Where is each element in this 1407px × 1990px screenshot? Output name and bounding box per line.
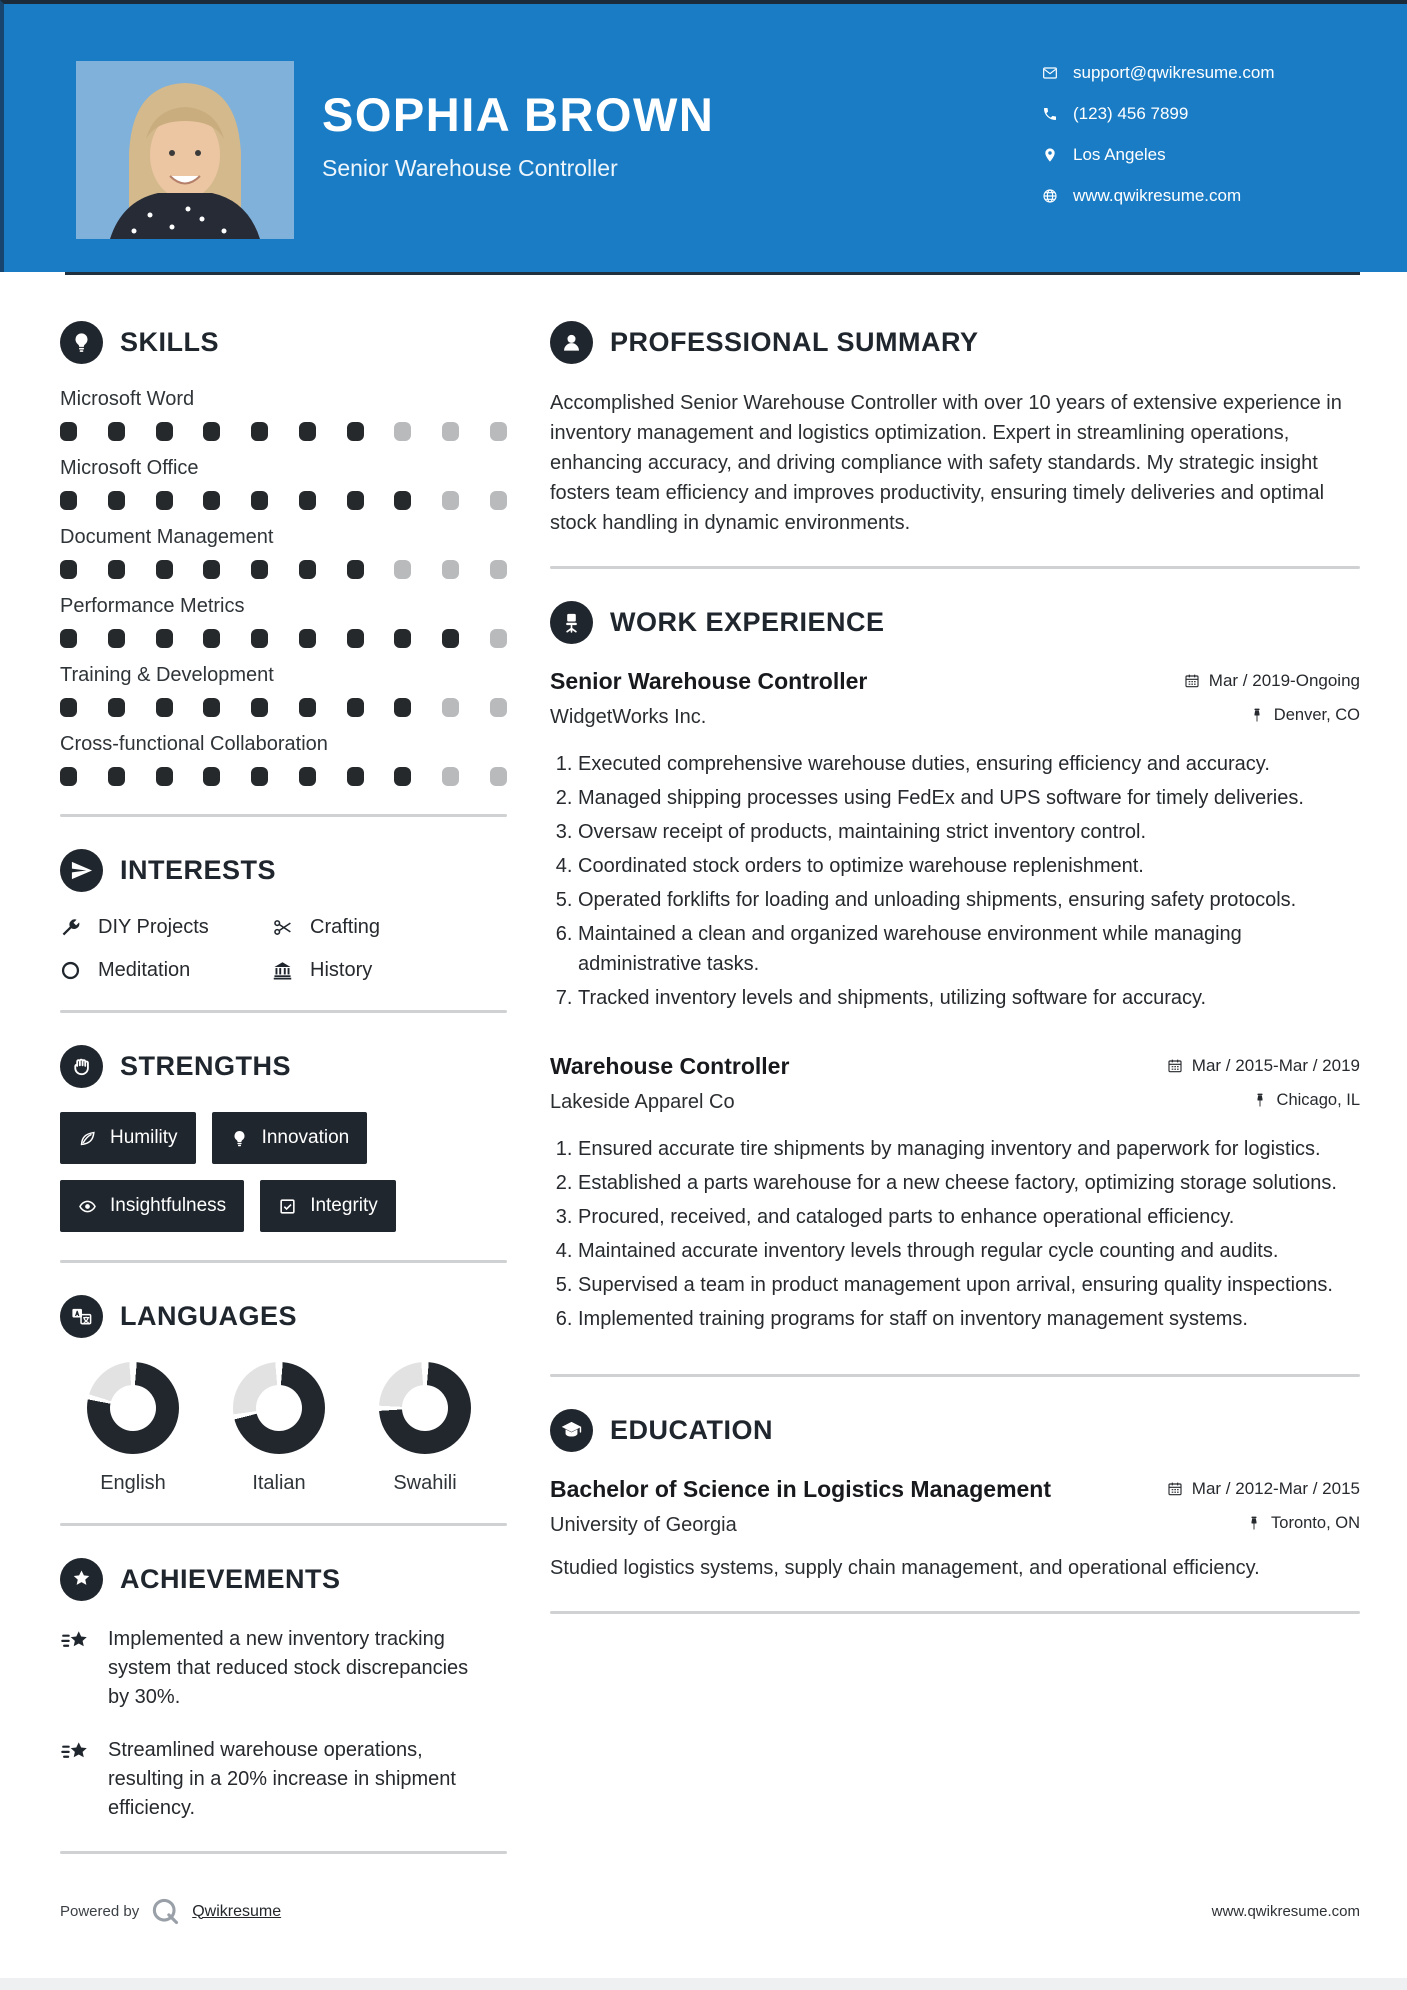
job-title: Warehouse Controller bbox=[550, 1053, 790, 1079]
interest-label: History bbox=[310, 959, 373, 981]
strength-label: Innovation bbox=[261, 1127, 350, 1148]
language-item bbox=[206, 1362, 352, 1495]
interests-list bbox=[60, 916, 507, 982]
brand-link[interactable]: Qwikresume bbox=[192, 1902, 282, 1920]
rating-dot-filled bbox=[251, 629, 268, 648]
skill-label: Microsoft Office bbox=[60, 457, 199, 479]
skill-item bbox=[60, 388, 507, 441]
job-date-text: Mar / 2019-Ongoing bbox=[1208, 671, 1360, 690]
rating-dot-empty bbox=[442, 560, 459, 579]
fist-icon bbox=[60, 1045, 103, 1088]
interest-label: DIY Projects bbox=[98, 916, 209, 938]
language-donut bbox=[379, 1362, 471, 1454]
interest-item bbox=[272, 916, 507, 939]
rating-dot-filled bbox=[156, 560, 173, 579]
rating-dot-filled bbox=[108, 767, 125, 786]
language-label: Italian bbox=[252, 1472, 306, 1494]
education-section bbox=[550, 1409, 1360, 1583]
summary-heading: PROFESSIONAL SUMMARY bbox=[610, 327, 979, 357]
skills-heading: SKILLS bbox=[120, 327, 220, 357]
skills-list bbox=[60, 388, 507, 786]
education-location-text: Toronto, ON bbox=[1271, 1513, 1360, 1532]
pushpin-icon bbox=[1249, 707, 1265, 723]
section-divider bbox=[550, 1611, 1360, 1614]
lightbulb-icon bbox=[60, 321, 103, 364]
education-heading: EDUCATION bbox=[610, 1415, 773, 1445]
skill-item bbox=[60, 457, 507, 510]
job-title-row bbox=[550, 668, 1360, 695]
left-column bbox=[60, 321, 507, 1886]
rating-dot-filled bbox=[203, 698, 220, 717]
job-bullet: 7. Tracked inventory levels and shipments, utilizing software for accuracy. bbox=[578, 983, 1360, 1013]
rating-dot-filled bbox=[299, 767, 316, 786]
interest-item bbox=[60, 916, 272, 939]
strength-badge bbox=[60, 1180, 244, 1232]
rating-dot-filled bbox=[156, 767, 173, 786]
education-date bbox=[1167, 1479, 1360, 1499]
language-item bbox=[352, 1362, 498, 1495]
interest-label: Crafting bbox=[310, 916, 381, 938]
strength-label: Insightfulness bbox=[110, 1195, 227, 1216]
rating-dot-filled bbox=[60, 767, 77, 786]
degree-title: Bachelor of Science in Logistics Management bbox=[550, 1476, 1052, 1502]
job-bullet: 1. Executed comprehensive warehouse duties, ensuring efficiency and accuracy. bbox=[578, 749, 1360, 779]
rating-dot-empty bbox=[442, 698, 459, 717]
rating-dot-filled bbox=[251, 422, 268, 441]
strength-badge bbox=[60, 1112, 196, 1164]
education-title-row bbox=[550, 1476, 1360, 1503]
rating-dot-filled bbox=[347, 698, 364, 717]
rating-dot-filled bbox=[251, 767, 268, 786]
rating-dot-filled bbox=[203, 491, 220, 510]
rating-dot-empty bbox=[490, 629, 507, 648]
job-location-text: Chicago, IL bbox=[1276, 1090, 1360, 1109]
rating-dot-filled bbox=[347, 767, 364, 786]
globe-icon bbox=[1042, 188, 1058, 204]
lightbulb-icon bbox=[230, 1129, 249, 1148]
section-divider bbox=[60, 1851, 507, 1854]
skill-item bbox=[60, 595, 507, 648]
shooting-star-icon bbox=[60, 1737, 91, 1768]
rating-dot-filled bbox=[156, 698, 173, 717]
profile-photo bbox=[76, 61, 294, 239]
language-donut bbox=[87, 1362, 179, 1454]
skill-rating bbox=[60, 491, 507, 510]
job-bullet: 4. Maintained accurate inventory levels through regular cycle counting and audits. bbox=[578, 1236, 1360, 1266]
languages-heading: LANGUAGES bbox=[120, 1301, 298, 1331]
skill-label: Performance Metrics bbox=[60, 595, 245, 617]
rating-dot-filled bbox=[299, 422, 316, 441]
rating-dot-filled bbox=[203, 560, 220, 579]
job-bullet: 6. Implemented training programs for staff on inventory management systems. bbox=[578, 1304, 1360, 1334]
circle-icon bbox=[60, 960, 81, 981]
skill-label: Cross-functional Collaboration bbox=[60, 733, 328, 755]
rating-dot-filled bbox=[394, 629, 411, 648]
scissors-icon bbox=[272, 917, 293, 938]
eye-icon bbox=[78, 1197, 97, 1216]
achievement-text: Implemented a new inventory tracking system that reduced stock discrepancies by 30%. bbox=[108, 1628, 469, 1708]
pushpin-icon bbox=[1246, 1515, 1262, 1531]
contact-item bbox=[1042, 63, 1360, 83]
job-bullet: 2. Established a parts warehouse for a new cheese factory, optimizing storage solutions. bbox=[578, 1168, 1360, 1198]
rating-dot-filled bbox=[203, 767, 220, 786]
achievement-item bbox=[60, 1625, 507, 1712]
skills-section bbox=[60, 321, 507, 786]
rating-dot-filled bbox=[108, 629, 125, 648]
skill-rating bbox=[60, 422, 507, 441]
interest-item bbox=[272, 959, 507, 982]
rating-dot-filled bbox=[203, 422, 220, 441]
rating-dot-empty bbox=[442, 422, 459, 441]
rating-dot-empty bbox=[490, 422, 507, 441]
job-entry bbox=[550, 1053, 1360, 1334]
contact-list bbox=[1042, 61, 1360, 206]
skill-label: Training & Development bbox=[60, 664, 274, 686]
language-label: English bbox=[100, 1472, 166, 1494]
language-item bbox=[60, 1362, 206, 1495]
rating-dot-filled bbox=[108, 422, 125, 441]
leaf-icon bbox=[78, 1129, 97, 1148]
rating-dot-filled bbox=[108, 560, 125, 579]
job-bullet: 4. Coordinated stock orders to optimize warehouse replenishment. bbox=[578, 851, 1360, 881]
right-column bbox=[550, 321, 1360, 1886]
rating-dot-filled bbox=[299, 491, 316, 510]
interests-section bbox=[60, 849, 507, 982]
job-bullet: 6. Maintained a clean and organized warehouse environment while managing administrative tasks. bbox=[578, 919, 1360, 979]
job-bullet-list bbox=[550, 749, 1360, 1013]
rating-dot-filled bbox=[299, 560, 316, 579]
job-title-row bbox=[550, 1053, 1360, 1080]
rating-dot-filled bbox=[394, 491, 411, 510]
skill-label: Microsoft Word bbox=[60, 388, 195, 410]
strengths-list bbox=[60, 1112, 507, 1232]
job-date bbox=[1184, 671, 1360, 691]
job-bullet: 1. Ensured accurate tire shipments by managing inventory and paperwork for logistics. bbox=[578, 1134, 1360, 1164]
skill-rating bbox=[60, 698, 507, 717]
rating-dot-filled bbox=[251, 491, 268, 510]
rating-dot-filled bbox=[347, 422, 364, 441]
rating-dot-filled bbox=[347, 629, 364, 648]
section-divider bbox=[550, 1374, 1360, 1377]
job-sub-row bbox=[550, 695, 1360, 729]
strength-badge bbox=[260, 1180, 396, 1232]
interests-header bbox=[60, 849, 507, 892]
shooting-star-icon bbox=[60, 1626, 91, 1657]
summary-section bbox=[550, 321, 1360, 538]
phone-icon bbox=[1042, 106, 1058, 122]
job-title: Senior Warehouse Controller bbox=[550, 668, 868, 694]
footer-website: www.qwikresume.com bbox=[1211, 1903, 1360, 1920]
contact-text: www.qwikresume.com bbox=[1073, 186, 1242, 205]
strengths-header bbox=[60, 1045, 507, 1088]
education-location bbox=[1246, 1514, 1360, 1533]
section-divider bbox=[550, 566, 1360, 569]
achievements-header bbox=[60, 1558, 507, 1601]
summary-text: Accomplished Senior Warehouse Controller with over 10 years of extensive experience in inventory management and logistics optimization. Expert in streamlining operations, enhancing accuracy, and driving compliance with safety standards. My strategic insight fosters team efficiency and improves productivity, ensuring timely deliveries and optimal stock handling in dynamic environments. bbox=[550, 392, 1342, 534]
rating-dot-filled bbox=[347, 560, 364, 579]
checkbox-icon bbox=[278, 1197, 297, 1216]
identity-block bbox=[322, 61, 714, 182]
rating-dot-empty bbox=[394, 422, 411, 441]
rating-dot-filled bbox=[60, 560, 77, 579]
rating-dot-filled bbox=[60, 491, 77, 510]
job-date-text: Mar / 2015-Mar / 2019 bbox=[1191, 1056, 1360, 1075]
donut-hole bbox=[402, 1385, 448, 1431]
rating-dot-filled bbox=[203, 629, 220, 648]
profile-photo-image bbox=[76, 61, 294, 239]
rating-dot-filled bbox=[60, 698, 77, 717]
rating-dot-filled bbox=[108, 491, 125, 510]
skill-rating bbox=[60, 767, 507, 786]
rating-dot-empty bbox=[442, 767, 459, 786]
rating-dot-filled bbox=[251, 698, 268, 717]
job-entry bbox=[550, 668, 1360, 1013]
interests-heading: INTERESTS bbox=[120, 855, 277, 885]
rating-dot-filled bbox=[394, 767, 411, 786]
languages-section bbox=[60, 1295, 507, 1495]
powered-by-label: Powered by bbox=[60, 1903, 140, 1920]
strengths-section bbox=[60, 1045, 507, 1232]
translate-icon bbox=[60, 1295, 103, 1338]
contact-item bbox=[1042, 104, 1360, 124]
interest-label: Meditation bbox=[98, 959, 191, 981]
paper-plane-icon bbox=[60, 849, 103, 892]
skill-item bbox=[60, 664, 507, 717]
rating-dot-filled bbox=[60, 629, 77, 648]
bottom-strip bbox=[0, 1978, 1407, 1990]
jobs-list bbox=[550, 668, 1360, 1334]
language-donut bbox=[233, 1362, 325, 1454]
calendar-icon bbox=[1167, 1481, 1183, 1497]
achievement-text: Streamlined warehouse operations, resulting in a 20% increase in shipment efficiency. bbox=[108, 1739, 456, 1819]
rating-dot-filled bbox=[299, 698, 316, 717]
rating-dot-filled bbox=[156, 422, 173, 441]
job-bullet: 2. Managed shipping processes using FedEx and UPS software for timely deliveries. bbox=[578, 783, 1360, 813]
skill-label: Document Management bbox=[60, 526, 274, 548]
section-divider bbox=[60, 1010, 507, 1013]
section-divider bbox=[60, 1260, 507, 1263]
strength-label: Integrity bbox=[310, 1195, 378, 1216]
skill-rating bbox=[60, 629, 507, 648]
skill-item bbox=[60, 526, 507, 579]
contact-item bbox=[1042, 186, 1360, 206]
powered-by bbox=[60, 1896, 281, 1927]
job-location bbox=[1249, 706, 1360, 725]
job-date bbox=[1167, 1056, 1360, 1076]
rating-dot-filled bbox=[394, 698, 411, 717]
experience-heading: WORK EXPERIENCE bbox=[610, 607, 885, 637]
rating-dot-empty bbox=[490, 491, 507, 510]
rating-dot-filled bbox=[60, 422, 77, 441]
rating-dot-empty bbox=[442, 491, 459, 510]
strength-label: Humility bbox=[110, 1127, 178, 1148]
rating-dot-empty bbox=[490, 767, 507, 786]
rating-dot-empty bbox=[490, 698, 507, 717]
job-sub-row bbox=[550, 1080, 1360, 1114]
job-bullet: 5. Supervised a team in product management upon arrival, ensuring quality inspections. bbox=[578, 1270, 1360, 1300]
graduation-icon bbox=[550, 1409, 593, 1452]
contact-text: Los Angeles bbox=[1073, 145, 1166, 164]
experience-header bbox=[550, 601, 1360, 644]
school-name: University of Georgia bbox=[550, 1514, 737, 1536]
badge-star-icon bbox=[60, 1558, 103, 1601]
interest-item bbox=[60, 959, 272, 982]
contact-text: support@qwikresume.com bbox=[1073, 63, 1275, 82]
job-location bbox=[1252, 1091, 1360, 1110]
language-label: Swahili bbox=[393, 1472, 457, 1494]
strengths-heading: STRENGTHS bbox=[120, 1051, 292, 1081]
rating-dot-filled bbox=[442, 629, 459, 648]
contact-text: (123) 456 7899 bbox=[1073, 104, 1189, 123]
experience-section bbox=[550, 601, 1360, 1334]
rating-dot-filled bbox=[251, 560, 268, 579]
achievements-list bbox=[60, 1625, 507, 1823]
education-header bbox=[550, 1409, 1360, 1452]
rating-dot-empty bbox=[490, 560, 507, 579]
company-name: WidgetWorks Inc. bbox=[550, 706, 707, 728]
job-location-text: Denver, CO bbox=[1273, 705, 1360, 724]
calendar-icon bbox=[1167, 1058, 1183, 1074]
footer bbox=[60, 1896, 1360, 1927]
languages-header bbox=[60, 1295, 507, 1338]
rating-dot-filled bbox=[108, 698, 125, 717]
languages-list bbox=[60, 1362, 507, 1495]
page-title: SOPHIA BROWN bbox=[322, 88, 715, 141]
header bbox=[0, 0, 1407, 272]
job-bullet: 3. Procured, received, and cataloged parts to enhance operational efficiency. bbox=[578, 1202, 1360, 1232]
rating-dot-filled bbox=[156, 629, 173, 648]
education-date-text: Mar / 2012-Mar / 2015 bbox=[1191, 1479, 1360, 1498]
rating-dot-filled bbox=[156, 491, 173, 510]
education-sub-row bbox=[550, 1503, 1360, 1537]
section-divider bbox=[60, 814, 507, 817]
rating-dot-filled bbox=[299, 629, 316, 648]
calendar-icon bbox=[1184, 673, 1200, 689]
job-bullet: 3. Oversaw receipt of products, maintaining strict inventory control. bbox=[578, 817, 1360, 847]
contact-item bbox=[1042, 145, 1360, 165]
skill-item bbox=[60, 733, 507, 786]
person-icon bbox=[550, 321, 593, 364]
donut-hole bbox=[256, 1385, 302, 1431]
rating-dot-filled bbox=[347, 491, 364, 510]
job-bullet: 5. Operated forklifts for loading and unloading shipments, ensuring safety protocols. bbox=[578, 885, 1360, 915]
achievements-section bbox=[60, 1558, 507, 1823]
achievements-heading: ACHIEVEMENTS bbox=[120, 1564, 341, 1594]
rating-dot-empty bbox=[394, 560, 411, 579]
section-divider bbox=[60, 1523, 507, 1526]
museum-icon bbox=[272, 960, 293, 981]
company-name: Lakeside Apparel Co bbox=[550, 1091, 735, 1113]
wrench-icon bbox=[60, 917, 81, 938]
q-logo-icon bbox=[150, 1896, 181, 1927]
education-description: Studied logistics systems, supply chain management, and operational efficiency. bbox=[550, 1557, 1260, 1579]
achievement-item bbox=[60, 1736, 507, 1823]
main-content bbox=[0, 275, 1407, 1886]
mail-icon bbox=[1042, 65, 1058, 81]
job-bullet-list bbox=[550, 1134, 1360, 1334]
donut-hole bbox=[110, 1385, 156, 1431]
skills-header bbox=[60, 321, 507, 364]
office-chair-icon bbox=[550, 601, 593, 644]
job-title: Senior Warehouse Controller bbox=[322, 155, 618, 181]
skill-rating bbox=[60, 560, 507, 579]
pushpin-icon bbox=[1252, 1092, 1268, 1108]
summary-header bbox=[550, 321, 1360, 364]
strength-badge bbox=[212, 1112, 368, 1164]
pin-icon bbox=[1042, 147, 1058, 163]
